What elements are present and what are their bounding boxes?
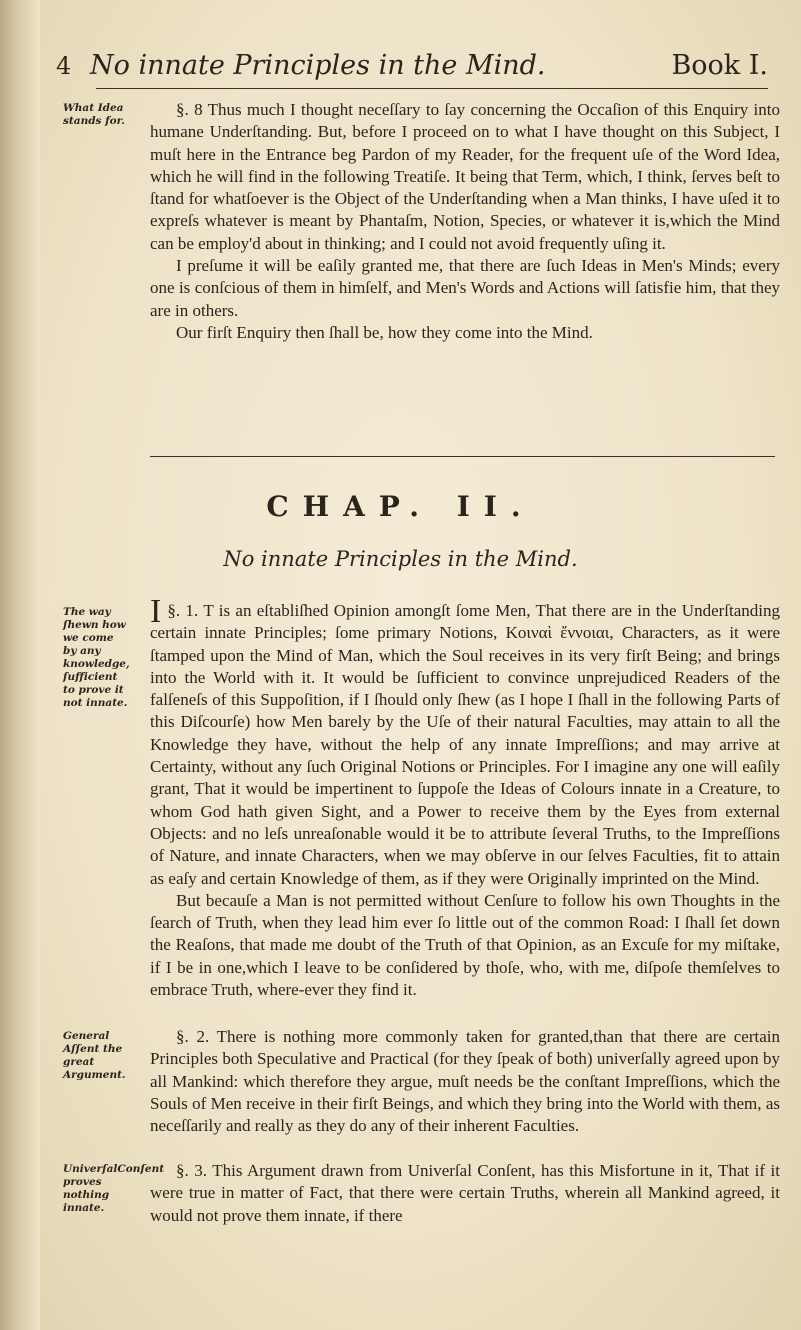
intro-paragraph-3: Our firſt Enquiry then ſhall be, how they come into the Mind.	[176, 322, 593, 342]
page-number: 4	[56, 52, 72, 80]
drop-cap: I	[150, 593, 162, 630]
margin-note-idea: What Idea stands for.	[63, 102, 125, 127]
margin-note-way-shewn: The way ſhewn how we come by any knowledge, ſufficient to prove it not innate.	[63, 606, 130, 709]
section-2	[150, 1026, 780, 1137]
section-1-body: T is an eſtabliſhed Opinion amongſt ſome Men, That there are in the Underſtanding certain innate Principles; ſome primary Notions, Κοιναὶ ἔννοιαι, Characters, as it were ſtamped upon the Mind of Man, which the Soul receives in its very firſt Being; and brings into the World with it. It would be ſufficient to convince unprejudiced Readers of the falſeneſs of this Suppoſition, if I ſhould only ſhew (as I hope I ſhall in the following Parts of this Diſcourſe) how Men barely by the Uſe of their natural Faculties, may attain to all the Knowledge they have, without the help of any innate Impreſſions; and may arrive at Certainty, without any ſuch Original Notions or Principles. For I imagine any one will eaſily grant, That it would be impertinent to ſuppoſe the Ideas of Colours innate in a Creature, to whom God hath given Sight, and a Power to receive them by the Eyes from external Objects: and no leſs unreaſonable would it be to attribute ſeveral Truths, to the Impreſſions of Nature, and innate Characters, when we may obſerve in our ſelves Faculties, fit to attain as eaſy and certain Knowledge of them, as if they were Originally imprinted on the Mind.	[150, 601, 781, 888]
section-1-paragraph	[150, 593, 781, 890]
section-1-number: §. 1.	[167, 601, 204, 620]
section-3-paragraph: §. 3. This Argument drawn from Univerſal Conſent, has this Misfortune in it, That if it were true in matter of Fact, that there were certain Truths, wherein all Mankind agreed, it would not prove them innate, if there	[150, 1161, 780, 1225]
intro-section	[150, 99, 780, 344]
margin-note-general-assent: General Aſſent the great Argument.	[63, 1030, 126, 1081]
chapter-subtitle: No innate Principles in the Mind.	[223, 547, 578, 571]
page-gutter	[0, 0, 40, 1330]
header-rule	[96, 88, 768, 89]
intro-paragraph-2: I preſume it will be eaſily granted me, that there are ſuch Ideas in Men's Minds; every one is conſcious of them in himſelf, and Men's Words and Actions will ſatisfie him, that they are in others.	[150, 256, 780, 320]
section-1	[150, 593, 781, 1001]
chapter-heading: CHAP. II.	[266, 490, 535, 523]
book-reference: Book I.	[671, 50, 768, 81]
margin-note-universal-consent: UniverſalConſent proves nothing innate.	[63, 1163, 165, 1214]
section-1-continuation: But becauſe a Man is not permitted without Cenſure to follow his own Thoughts in the ſearch of Truth, when they lead him ever ſo little out of the common Road: I ſhall ſet down the Reaſons, that made me doubt of the Truth of that Opinion, as an Excuſe for my miſtake, if I be in one,which I leave to be conſidered by thoſe, who, with me, diſpoſe themſelves to embrace Truth, where-ever they find it.	[150, 890, 780, 1000]
section-3	[150, 1160, 780, 1227]
section-2-paragraph: §. 2. There is nothing more commonly taken for granted,than that there are certain Principles both Speculative and Practical (for they ſpeak of both) univerſally agreed upon by all Mankind: which therefore they argue, muſt needs be the conſtant Impreſſions, which the Souls of Men receive in their firſt Beings, and which they bring into the World with them, as neceſſarily and really as they do any of their inherent Faculties.	[150, 1027, 780, 1136]
running-title: No innate Principles in the Mind.	[90, 50, 546, 81]
page-header	[56, 52, 768, 90]
section-divider	[150, 456, 775, 457]
intro-paragraph-1: §. 8 Thus much I thought neceſſary to ſay concerning the Occaſion of this Enquiry into humane Underſtanding. But, before I proceed on to what I have thought on this Subject, I muſt here in the Entrance beg Pardon of my Reader, for the frequent uſe of the Word Idea, which he will find in the following Treatiſe. It being that Term, which, I think, ſerves beſt to ſtand for whatſoever is the Object of the Underſtanding when a Man thinks, I have uſed it to expreſs whatever is meant by Phantaſm, Notion, Species, or whatever it is,which the Mind can be employ'd about in thinking; and I could not avoid frequently uſing it.	[150, 100, 780, 253]
